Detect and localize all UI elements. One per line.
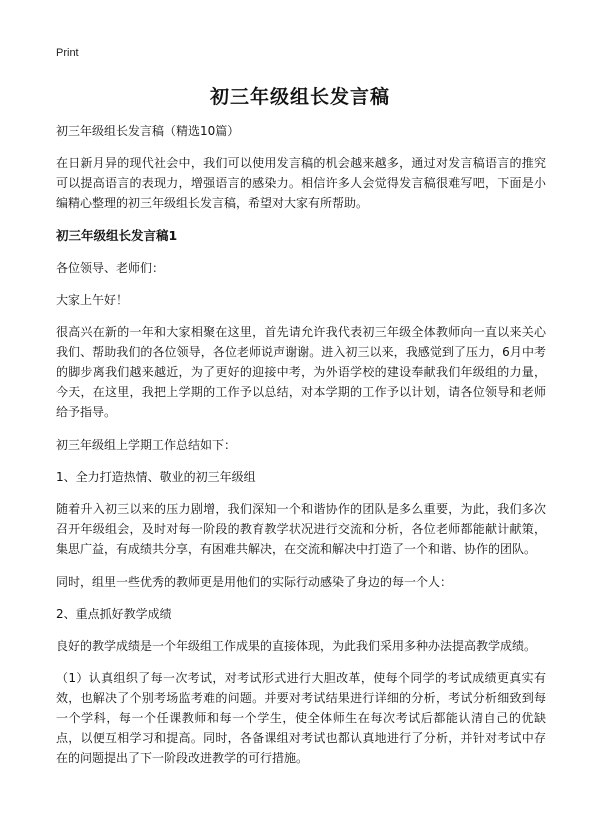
document-body: [56, 121, 546, 780]
opening-paragraph: 很高兴在新的一年和大家相聚在这里，首先请允许我代表初三年级全体教师向一直以来关心我们、帮助我们的各位领导，各位老师说声谢谢。进入初三以来，我感觉到了压力，6月中考的脚步离我们越来越近，为了更好的迎接中考，为外语学校的建设奉献我们年级组的力量，今天，在这里，我把上学期的工作予以总结，对本学期的工作予以计划，请各位领导和老师给予指导。: [56, 325, 546, 419]
greeting-morning: 大家上午好！: [56, 293, 129, 307]
summary-heading: 初三年级组上学期工作总结如下：: [56, 438, 237, 452]
item-1-paragraph-2: 同时，组里一些优秀的教师更是用他们的实际行动感染了身边的每一个人：: [56, 575, 453, 589]
item-2-heading: 2、重点抓好教学成绩: [56, 607, 172, 621]
item-2-subpoint-1: （1）认真组织了每一次考试，对考试形式进行大胆改革，使每个同学的考试成绩更真实有效，也解决了个别考场监考难的问题。并要对考试结果进行详细的分析，考试分析细致到每一个学科，每一个任课教师和每一个学生，使全体师生在每次考试后都能认清自己的优缺点，以便互相学习和提高。同时，各备课组对考试也都认真地进行了分析，并针对考试中存在的问题提出了下一阶段改进教学的可行措施。: [56, 671, 546, 765]
print-link[interactable]: Print: [56, 47, 79, 59]
item-1-paragraph: 随着升入初三以来的压力剧增，我们深知一个和谐协作的团队是多么重要，为此，我们多次召开年级组会，及时对每一阶段的教育教学状况进行交流和分析，各位老师都能献计献策，集思广益，有成绩共分享，有困难共解决，在交流和解决中打造了一个和谐、协作的团队。: [56, 502, 546, 556]
document-subtitle: 初三年级组长发言稿（精选10篇）: [56, 124, 240, 138]
item-2-paragraph: 良好的教学成绩是一个年级组工作成果的直接体现，为此我们采用多种办法提高教学成绩。: [56, 639, 537, 653]
item-1-heading: 1、全力打造热情、敬业的初三年级组: [56, 470, 256, 484]
greeting-leaders: 各位领导、老师们：: [56, 261, 165, 275]
section-heading-1: 初三年级组长发言稿1: [56, 228, 178, 243]
intro-paragraph: 在日新月异的现代社会中，我们可以使用发言稿的机会越来越多，通过对发言稿语言的推究可以提高语言的表现力，增强语言的感染力。相信许多人会觉得发言稿很难写吧，下面是小编精心整理的初三年级组长发言稿，希望对大家有所帮助。: [56, 156, 546, 210]
document-title: 初三年级组长发言稿: [209, 86, 390, 108]
